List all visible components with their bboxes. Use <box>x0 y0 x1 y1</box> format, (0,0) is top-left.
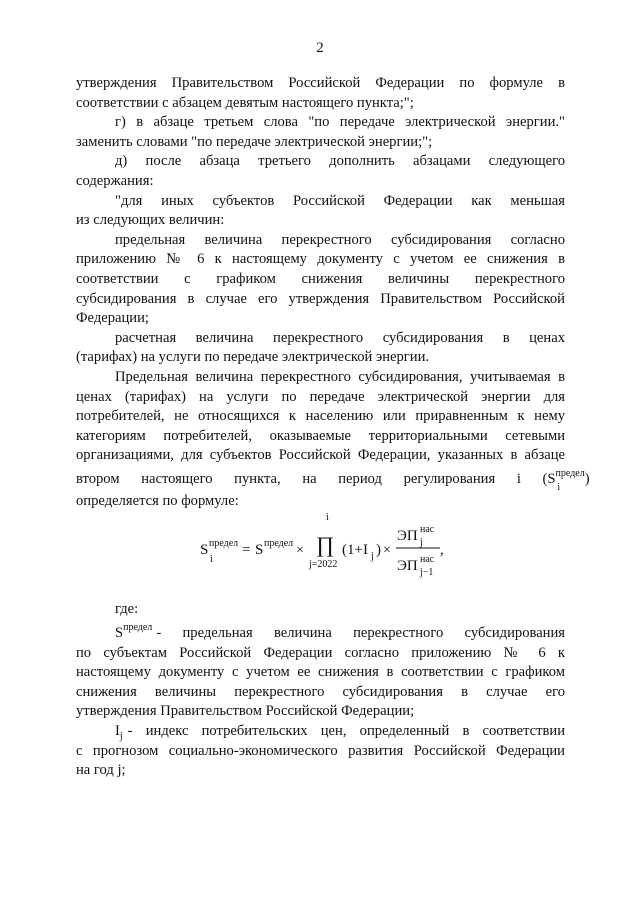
text-run: втором настоящего пункта, на период регулирования i ( <box>76 470 548 487</box>
text-line: (тарифах) на услуги по передаче электрической энергии. <box>76 349 430 366</box>
formula-den-sup: нас <box>420 554 435 565</box>
formula-factor-close: ) <box>376 542 381 558</box>
definitions <box>76 600 565 781</box>
text-line: с прогнозом социально-экономического развития Российской Федерации <box>76 742 565 759</box>
text-line: Предельная величина перекрестного субсидирования, учитываемая в <box>115 368 565 385</box>
text-line: соответствии с абзацем девятым настоящего пункта;"; <box>76 94 414 111</box>
symbol-subscript: j <box>119 730 123 742</box>
text-line: ценах (тарифах) на услуги по передаче электрической энергии для <box>76 388 565 405</box>
text-line: субсидирования в случае его утверждения Правительством Российской <box>76 290 565 307</box>
text-line: утверждения Правительством Российской Федерации; <box>76 703 415 720</box>
text-line <box>76 722 565 742</box>
text-line: г) в абзаце третьем слова "по передаче электрической энергии." <box>115 114 565 131</box>
text-line: содержания: <box>76 172 154 189</box>
text-line: определяется по формуле: <box>76 492 239 509</box>
text-line: расчетная величина перекрестного субсидирования в ценах <box>115 329 565 346</box>
math-symbol <box>115 722 123 742</box>
text-line: по субъектам Российской Федерации согласно приложению № 6 к <box>76 644 565 661</box>
text-line: "для иных субъектов Российской Федерации как меньшая <box>115 192 565 209</box>
formula-num-sub: j <box>420 537 423 548</box>
math-symbol <box>547 466 584 494</box>
page-number: 2 <box>316 40 324 56</box>
formula-times-2: × <box>383 543 391 558</box>
math-symbol <box>115 620 152 644</box>
text-run: ) <box>584 470 590 487</box>
symbol-superscript: предел <box>123 621 153 633</box>
formula-prod-bottom: j=2022 <box>309 559 338 570</box>
symbol-s: S <box>547 470 556 487</box>
formula-times-1: × <box>296 543 304 558</box>
text-line: из следующих величин: <box>76 212 225 229</box>
symbol-i: I <box>115 722 120 739</box>
symbol-superscript: предел <box>555 467 585 479</box>
formula-prod-top: i <box>326 512 329 523</box>
formula-prod-sym: ∏ <box>316 532 335 557</box>
formula-rhs-sup: предел <box>264 538 294 549</box>
formula-eq: = <box>242 542 251 558</box>
formula-den-sub: j−1 <box>420 567 434 578</box>
text-line: д) после абзаца третьего дополнить абзацами следующего <box>115 153 565 170</box>
symbol-s: S <box>115 624 124 641</box>
formula-lhs-sup: предел <box>209 538 239 549</box>
text-line: где: <box>115 601 139 617</box>
formula <box>0 510 640 580</box>
text-run: - предельная величина перекрестного субсидирования <box>156 624 565 641</box>
formula-factor: (1+I <box>342 542 368 558</box>
text-line: приложению № 6 к настоящему документу с учетом ее снижения в <box>76 251 565 268</box>
formula-den: ЭП <box>397 558 418 574</box>
formula-lhs-sub: i <box>210 554 213 565</box>
text-line: категориям потребителей, оказываемые территориальными сетевыми <box>76 427 565 444</box>
formula-num: ЭП <box>397 528 418 544</box>
text-line <box>76 620 565 644</box>
text-line: Федерации; <box>76 310 149 327</box>
text-line: настоящему документу с учетом ее снижения в соответствии с графиком <box>76 664 565 681</box>
formula-comma: , <box>440 542 444 558</box>
text-line: потребителей, не относящихся к населению или приравненным к нему <box>76 408 565 425</box>
text-line: на год j; <box>76 762 126 779</box>
text-line: предельная величина перекрестного субсидирования согласно <box>115 231 565 248</box>
text-line <box>76 466 590 493</box>
text-line: организациями, для субъектов Российской Федерации, указанных в абзаце <box>76 447 565 464</box>
formula-lhs-s: S <box>200 542 209 558</box>
formula-factor-sub: j <box>371 551 374 562</box>
text-run: - индекс потребительских цен, определенный в соответствии <box>127 722 565 739</box>
formula-svg <box>0 510 640 580</box>
text-line: заменить словами "по передаче электрической энергии;"; <box>76 133 433 150</box>
document-body <box>76 74 590 511</box>
text-line: соответствии с графиком снижения величины перекрестного <box>76 270 565 287</box>
formula-num-sup: нас <box>420 524 435 535</box>
formula-rhs-s: S <box>255 542 264 558</box>
symbol-subscript: i <box>557 481 561 493</box>
text-line: снижения величины перекрестного субсидирования в случае его <box>76 683 565 700</box>
text-line: утверждения Правительством Российской Федерации по формуле в <box>76 75 565 91</box>
